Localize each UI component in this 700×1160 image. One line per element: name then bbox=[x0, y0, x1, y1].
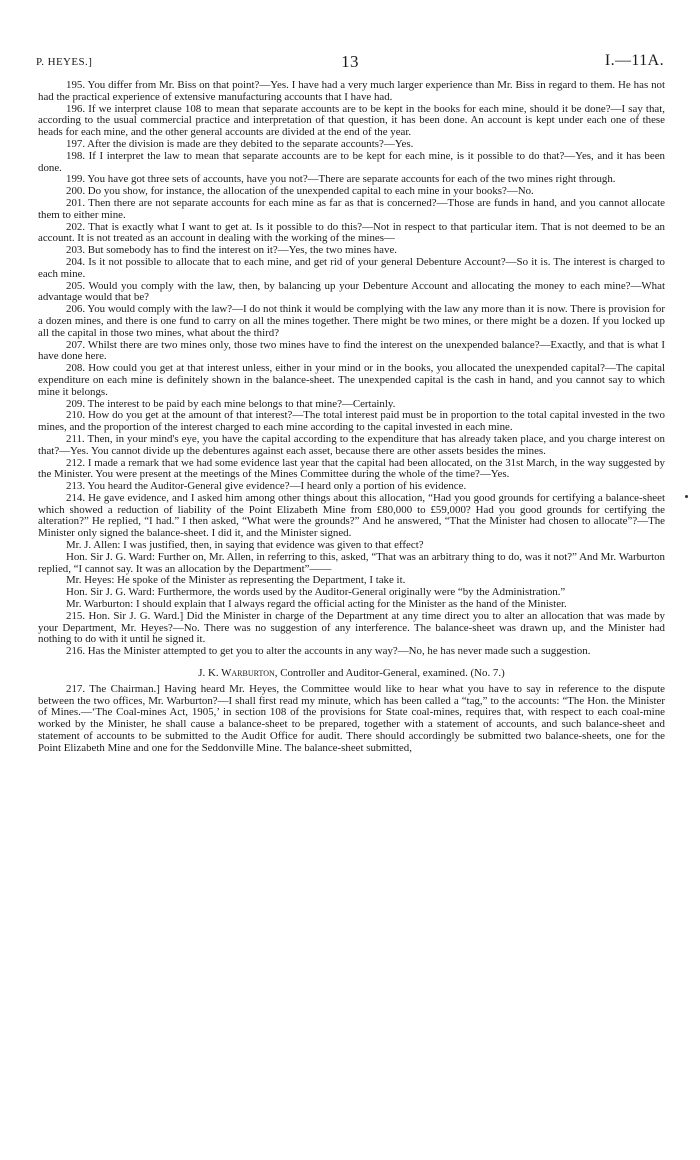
section-heading bbox=[38, 668, 665, 680]
paragraph-195: 195. You differ from Mr. Biss on that point?—Yes. I have had a very much larger experience than Mr. Biss in regard to them. He has not had the practical experience of extensive manufacturing accounts that I have had. bbox=[38, 79, 665, 103]
paragraph-213: 213. You heard the Auditor-General give evidence?—I heard only a portion of his evidence. bbox=[66, 480, 467, 493]
paragraph-210: 210. How do you get at the amount of that interest?—The total interest paid must be in proportion to the total capital invested in the two mines, and the proportion of the interest charged to each mine according to the capital invested in each mine. bbox=[38, 409, 665, 434]
paragraph-215: 215. Hon. Sir J. G. Ward.] Did the Minister in charge of the Department at any time direct you to alter an allocation that was made by your Department, Mr. Heyes?—No. There was no suggestion of any interference. The balance-sheet was drawn up, and the Minister had nothing to do with it until he signed it. bbox=[38, 609, 665, 646]
interjection-ward-1: Hon. Sir J. G. Ward: Further on, Mr. Allen, in referring to this, asked, “That was an arbitrary thing to do, was it not?” And Mr. Warburton replied, “I cannot say. It was an allocation by the Department”—— bbox=[38, 550, 665, 575]
interjection-heyes: Mr. Heyes: He spoke of the Minister as representing the Department, I take it. bbox=[66, 574, 406, 587]
paragraph-205: 205. Would you comply with the law, then, by balancing up your Debenture Account and allocating the money to each mine?—What advantage would that be? bbox=[38, 279, 665, 304]
paragraph-203: 203. But somebody has to find the interest on it?—Yes, the two mines have. bbox=[66, 244, 398, 257]
paragraph-196: 196. If we interpret clause 108 to mean that separate accounts are to be kept in the books for each mine, should it be done?—I say that, according to the usual commercial practice and interpretation of that question, it has been done. An account is kept under each one of these heads for each mine, and the other general accounts are divided at the end of the year. bbox=[38, 102, 665, 139]
page-header bbox=[36, 52, 664, 74]
paragraph-206: 206. You would comply with the law?—I do not think it would be complying with the law any more than it is now. There is provision for a dozen mines, and there is one fund to carry on all the mines together. There might be two mines, or there might be a dozen. If you locked up all the capital in those two mines, what about the third? bbox=[38, 303, 665, 339]
paragraph-199: 199. You have got three sets of accounts, have you not?—There are separate accounts for each of the two mines right through. bbox=[66, 173, 616, 186]
paragraph-204: 204. Is it not possible to allocate that to each mine, and get rid of your general Debenture Account?—So it is. The interest is charged to each mine. bbox=[38, 255, 665, 280]
margin-speck bbox=[685, 495, 688, 498]
interjection-warburton: Mr. Warburton: I should explain that I always regard the official acting for the Minister as the hand of the Minister. bbox=[66, 598, 567, 611]
interjection-ward-2: Hon. Sir J. G. Ward: Furthermore, the words used by the Auditor-General originally were “by the Administration.” bbox=[66, 586, 566, 599]
interjection-allen: Mr. J. Allen: I was justified, then, in saying that evidence was given to that effect? bbox=[66, 539, 424, 552]
header-witness: P. HEYES.] bbox=[36, 56, 93, 68]
paragraph-208: 208. How could you get at that interest unless, either in your mind or in the books, you allocated the unexpended capital?—The capital expenditure on each mine is definitely shown in the balance-sheet. The unexpended capital is the cash in hand, and you cannot say to which mine it belongs. bbox=[38, 362, 665, 398]
paragraph-212: 212. I made a remark that we had some evidence last year that the capital had been allocated, on the 31st March, in the way suggested by the Minister. You were present at the meetings of the Mines Committee during the whole of the time?—Yes. bbox=[38, 456, 665, 481]
paragraph-209: 209. The interest to be paid by each mine belongs to that mine?—Certainly. bbox=[66, 397, 396, 410]
paragraph-211: 211. Then, in your mind's eye, you have the capital according to the expenditure that has already taken place, and you charge interest on that?—Yes. You cannot divide up the debentures against each asset, because there are other assets besides the mines. bbox=[38, 432, 665, 457]
paragraph-201: 201. Then there are not separate accounts for each mine as far as that is concerned?—Those are funds in hand, and you cannot allocate them to either mine. bbox=[38, 196, 665, 221]
witness-name: J. K. Warburton bbox=[198, 667, 275, 680]
paragraph-214: 214. He gave evidence, and I asked him among other things about this allocation, “Had you good grounds for certifying a balance-sheet which showed a reduction of liability of the Point Elizabeth Mine from £80,000 to £59,000? Had you good grounds for certifying the alteration?” He replied, “I had.” I then asked, “What were the grounds?” And he answered, “That the Minister had chosen to allocate”?—The Minister only signed the balance-sheet. I did it, and the Minister signed. bbox=[38, 491, 665, 540]
paragraph-217: 217. The Chairman.] Having heard Mr. Heyes, the Committee would like to hear what you have to say in reference to the dispute between the two offices, Mr. Warburton?—I shall first read my minute, which has been called a “tag,” to the accounts: “The Hon. the Minister of Mines.—‘The Coal-mines Act, 1905,’ in section 108 of the provisions for State coal-mines, requires that, with respect to each coal-mine worked by the Minister, he shall cause a balance-sheet to be prepared, together with a statement of accounts, and such balance-sheet and statement of accounts to be submitted to the Audit Office for audit. There should accordingly be submitted two balance-sheets, one for the Point Elizabeth Mine and one for the Seddonville Mine. The balance-sheet submitted, bbox=[38, 682, 665, 754]
page-number: 13 bbox=[341, 52, 359, 71]
paragraph-197: 197. After the division is made are they debited to the separate accounts?—Yes. bbox=[66, 137, 414, 150]
witness-title: , Controller and Auditor-General, examined. (No. 7.) bbox=[274, 667, 505, 680]
document-body bbox=[38, 80, 665, 755]
document-reference: I.—11A. bbox=[604, 52, 664, 69]
paragraph-207: 207. Whilst there are two mines only, those two mines have to find the interest on the unexpended balance?—Exactly, and that is what I have done here. bbox=[38, 338, 665, 363]
paragraph-200: 200. Do you show, for instance, the allocation of the unexpended capital to each mine in your books?—No. bbox=[66, 185, 534, 198]
paragraph-202: 202. That is exactly what I want to get at. Is it possible to do this?—Not in respect to that particular item. That is not deemed to be an account. It is not treated as an account in dealing with the working of the mines— bbox=[38, 220, 665, 245]
paragraph-198: 198. If I interpret the law to mean that separate accounts are to be kept for each mine, is it possible to do that?—Yes, and it has been done. bbox=[38, 149, 665, 174]
paragraph-216: 216. Has the Minister attempted to get you to alter the accounts in any way?—No, he has never made such a suggestion. bbox=[66, 645, 591, 658]
